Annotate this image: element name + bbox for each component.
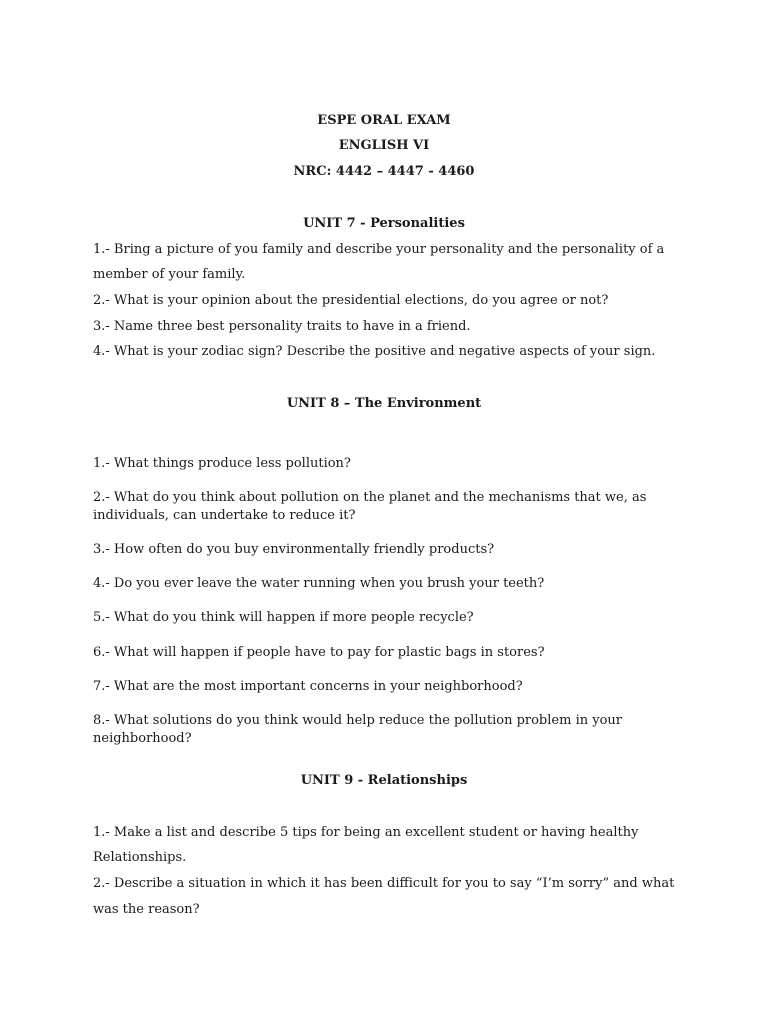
unit7-question-1-line-1: 1.- Bring a picture of you family and describe your personality and the personality of a bbox=[93, 242, 665, 257]
unit8-question-2-line-2: individuals, can undertake to reduce it? bbox=[93, 508, 356, 523]
unit8-question-5: 5.- What do you think will happen if more people recycle? bbox=[93, 610, 474, 625]
unit7-question-1-line-2: member of your family. bbox=[93, 267, 246, 282]
unit8-question-2-line-1: 2.- What do you think about pollution on the planet and the mechanisms that we, as bbox=[93, 490, 647, 505]
unit8-question-3: 3.- How often do you buy environmentally friendly products? bbox=[93, 542, 495, 557]
unit7-question-2: 2.- What is your opinion about the presidential elections, do you agree or not? bbox=[93, 293, 609, 308]
exam-title: ESPE ORAL EXAM bbox=[317, 113, 451, 128]
unit8-question-7: 7.- What are the most important concerns in your neighborhood? bbox=[93, 679, 523, 694]
unit7-question-3: 3.- Name three best personality traits to have in a friend. bbox=[93, 319, 471, 334]
unit7-question-4: 4.- What is your zodiac sign? Describe the positive and negative aspects of your sign. bbox=[93, 344, 656, 359]
course-name: ENGLISH VI bbox=[338, 138, 430, 153]
unit9-heading: UNIT 9 - Relationships bbox=[300, 773, 468, 788]
unit8-question-8-line-1: 8.- What solutions do you think would help reduce the pollution problem in your bbox=[93, 713, 622, 728]
unit9-question-2-line-1: 2.- Describe a situation in which it has been difficult for you to say “I’m sorry” and what bbox=[93, 876, 675, 891]
unit9-question-1-line-2: Relationships. bbox=[93, 850, 187, 865]
unit8-question-1: 1.- What things produce less pollution? bbox=[93, 456, 351, 471]
unit8-question-4: 4.- Do you ever leave the water running when you brush your teeth? bbox=[93, 576, 545, 591]
unit7-heading: UNIT 7 - Personalities bbox=[303, 216, 465, 231]
unit8-question-6: 6.- What will happen if people have to pay for plastic bags in stores? bbox=[93, 645, 545, 660]
unit8-heading: UNIT 8 – The Environment bbox=[286, 396, 482, 411]
nrc-codes: NRC: 4442 – 4447 - 4460 bbox=[293, 164, 475, 179]
unit9-question-1-line-1: 1.- Make a list and describe 5 tips for being an excellent student or having healthy bbox=[93, 825, 639, 840]
unit8-question-8-line-2: neighborhood? bbox=[93, 731, 192, 746]
unit9-question-2-line-2: was the reason? bbox=[93, 902, 200, 917]
